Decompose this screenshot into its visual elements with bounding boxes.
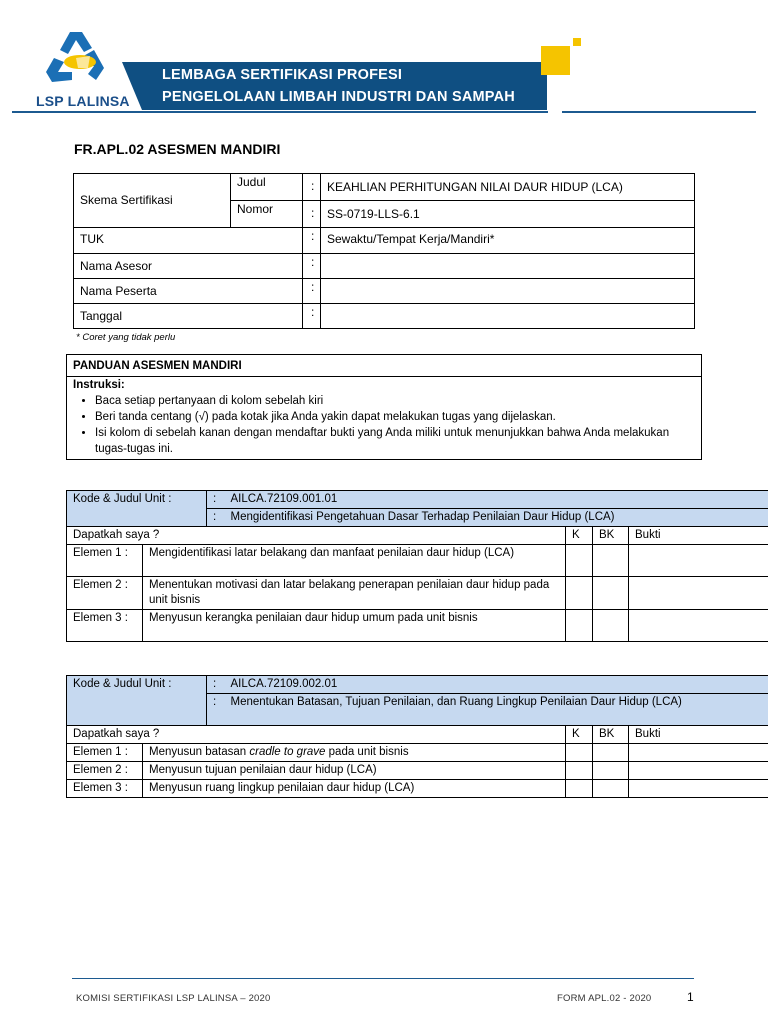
element-text-em: cradle to grave: [249, 746, 326, 758]
footer-form: FORM APL.02 - 2020: [557, 993, 652, 1004]
col-k: K: [566, 527, 593, 545]
unit-judul: Mengidentifikasi Pengetahuan Dasar Terhadap Penilaian Daur Hidup (LCA): [225, 509, 768, 527]
bk-checkbox[interactable]: [593, 577, 629, 610]
bk-checkbox[interactable]: [593, 545, 629, 577]
skema-label: Skema Sertifikasi: [74, 174, 231, 228]
colon: :: [303, 228, 321, 254]
element-label: Elemen 3 :: [67, 610, 143, 642]
element-text: Menentukan motivasi dan latar belakang penerapan penilaian daur hidup pada unit bisnis: [143, 577, 566, 610]
bukti-cell[interactable]: [629, 744, 768, 762]
asesor-value[interactable]: [321, 254, 695, 279]
bk-checkbox[interactable]: [593, 744, 629, 762]
colon: :: [207, 676, 225, 694]
list-item: • Baca setiap pertanyaan di kolom sebelah kiri: [95, 393, 695, 409]
k-checkbox[interactable]: [566, 610, 593, 642]
element-text-pre: Menyusun batasan: [149, 746, 250, 758]
lsp-lalinsa-logo-icon: [40, 28, 122, 94]
banner-line2: PENGELOLAAN LIMBAH INDUSTRI DAN SAMPAH: [162, 89, 515, 105]
yellow-square-small: [573, 38, 581, 46]
colon: :: [303, 254, 321, 279]
judul-value: KEAHLIAN PERHITUNGAN NILAI DAUR HIDUP (LCA): [321, 174, 695, 201]
unit-kode: AILCA.72109.002.01: [225, 676, 768, 694]
panduan-title: PANDUAN ASESMEN MANDIRI: [67, 355, 702, 377]
col-bk: BK: [593, 726, 629, 744]
unit-table-2: [66, 675, 768, 798]
nomor-label: Nomor: [231, 201, 303, 228]
bukti-cell[interactable]: [629, 577, 768, 610]
list-item: • Beri tanda centang (√) pada kotak jika Anda yakin dapat melakukan tugas yang dijelaskan.: [95, 409, 695, 425]
instruksi-list: [73, 393, 695, 457]
panduan-body: [67, 377, 702, 460]
judul-label: Judul: [231, 174, 303, 201]
panduan-table: [66, 354, 702, 460]
colon: :: [207, 509, 225, 527]
element-label: Elemen 2 :: [67, 762, 143, 780]
footer-left: KOMISI SERTIFIKASI LSP LALINSA – 2020: [76, 993, 271, 1004]
k-checkbox[interactable]: [566, 545, 593, 577]
element-text: [143, 744, 566, 762]
unit-kode-label: Kode & Judul Unit :: [67, 491, 207, 527]
bukti-cell[interactable]: [629, 762, 768, 780]
logo-label: LSP LALINSA: [36, 93, 130, 109]
peserta-value[interactable]: [321, 279, 695, 304]
page-number: 1: [687, 990, 694, 1004]
bk-checkbox[interactable]: [593, 780, 629, 798]
element-text-post: pada unit bisnis: [325, 746, 409, 758]
unit-judul: Menentukan Batasan, Tujuan Penilaian, dan Ruang Lingkup Penilaian Daur Hidup (LCA): [225, 694, 768, 726]
k-checkbox[interactable]: [566, 762, 593, 780]
colon: :: [303, 304, 321, 329]
element-label: Elemen 1 :: [67, 545, 143, 577]
peserta-label: Nama Peserta: [74, 279, 303, 304]
question-label: Dapatkah saya ?: [67, 726, 566, 744]
header-rule-left: [12, 111, 548, 113]
col-bk: BK: [593, 527, 629, 545]
footer-rule: [72, 978, 694, 979]
element-label: Elemen 1 :: [67, 744, 143, 762]
nomor-value: SS-0719-LLS-6.1: [321, 201, 695, 228]
tuk-label: TUK: [74, 228, 303, 254]
colon: :: [303, 279, 321, 304]
yellow-square-large: [541, 46, 570, 75]
unit-kode: AILCA.72109.001.01: [225, 491, 768, 509]
bk-checkbox[interactable]: [593, 762, 629, 780]
bukti-cell[interactable]: [629, 780, 768, 798]
unit-table-1: [66, 490, 768, 642]
element-label: Elemen 3 :: [67, 780, 143, 798]
tuk-value: Sewaktu/Tempat Kerja/Mandiri*: [321, 228, 695, 254]
col-k: K: [566, 726, 593, 744]
col-bukti: Bukti: [629, 527, 768, 545]
col-bukti: Bukti: [629, 726, 768, 744]
bukti-cell[interactable]: [629, 610, 768, 642]
element-text: Menyusun ruang lingkup penilaian daur hidup (LCA): [143, 780, 566, 798]
unit-kode-label: Kode & Judul Unit :: [67, 676, 207, 726]
list-item: • Isi kolom di sebelah kanan dengan mendaftar bukti yang Anda miliki untuk menunjukkan bahwa Anda melakukan tugas-tugas ini.: [95, 425, 695, 457]
k-checkbox[interactable]: [566, 744, 593, 762]
header-rule-right: [562, 111, 756, 113]
colon: :: [207, 491, 225, 509]
colon: :: [303, 174, 321, 201]
k-checkbox[interactable]: [566, 780, 593, 798]
banner-line1: LEMBAGA SERTIFIKASI PROFESI: [162, 67, 403, 83]
asesor-label: Nama Asesor: [74, 254, 303, 279]
element-text: Mengidentifikasi latar belakang dan manfaat penilaian daur hidup (LCA): [143, 545, 566, 577]
form-title: FR.APL.02 ASESMEN MANDIRI: [74, 141, 281, 157]
banner-notch: [122, 62, 142, 110]
tanggal-label: Tanggal: [74, 304, 303, 329]
instruksi-label: Instruksi:: [73, 379, 125, 391]
bukti-cell[interactable]: [629, 545, 768, 577]
question-label: Dapatkah saya ?: [67, 527, 566, 545]
colon: :: [207, 694, 225, 726]
bk-checkbox[interactable]: [593, 610, 629, 642]
info-table: [73, 173, 695, 329]
colon: :: [303, 201, 321, 228]
element-label: Elemen 2 :: [67, 577, 143, 610]
k-checkbox[interactable]: [566, 577, 593, 610]
element-text: Menyusun tujuan penilaian daur hidup (LCA): [143, 762, 566, 780]
banner: [142, 62, 547, 110]
header: [0, 0, 768, 125]
element-text: Menyusun kerangka penilaian daur hidup umum pada unit bisnis: [143, 610, 566, 642]
footnote: * Coret yang tidak perlu: [76, 332, 176, 343]
tanggal-value[interactable]: [321, 304, 695, 329]
